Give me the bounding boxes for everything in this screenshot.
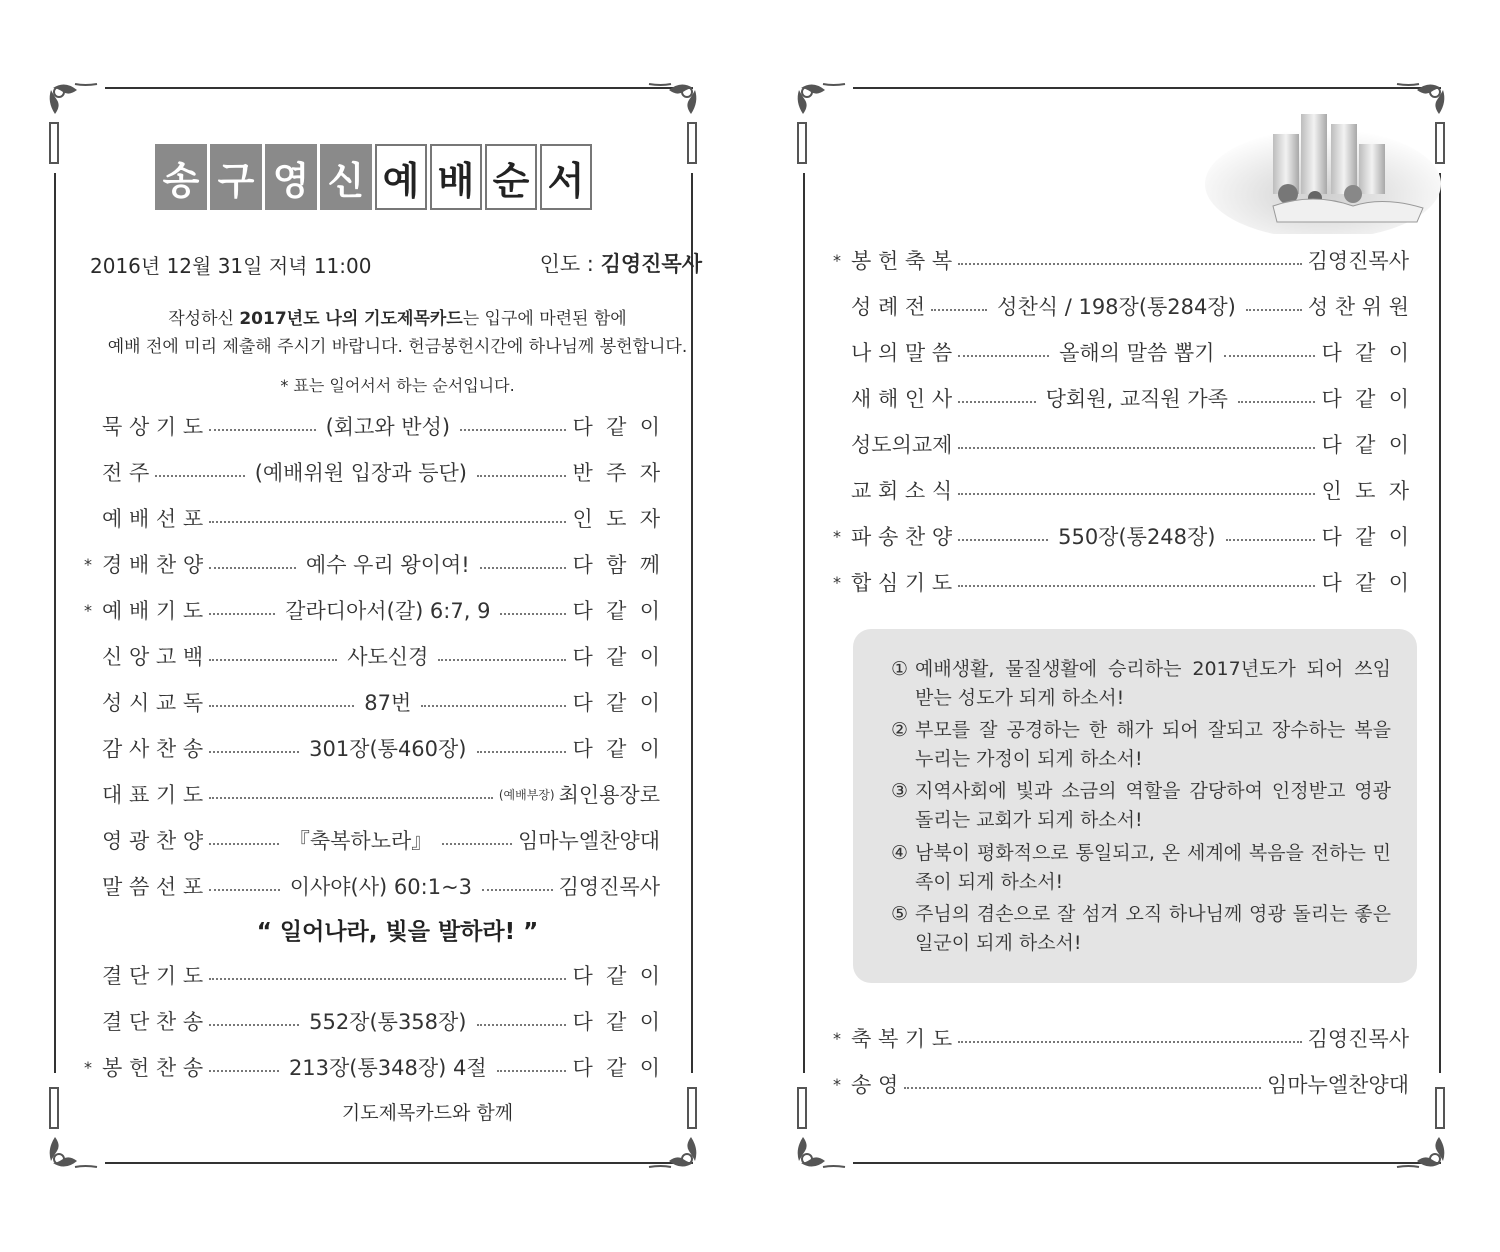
prayer-text: 남북이 평화적으로 통일되고, 온 세계에 복음을 전하는 민족이 되게 하소서!: [915, 842, 1391, 893]
frame-bottom: [105, 1162, 693, 1164]
order-item-label: 성 례 전: [851, 295, 926, 319]
order-item: [833, 522, 1409, 550]
order-item-person: 다 같 이: [572, 1056, 660, 1080]
leader-dots: [958, 355, 1049, 357]
order-item-person: 다 같 이: [1321, 571, 1409, 595]
order-item-label: 예 배 기 도: [102, 599, 204, 623]
leader-dots: [480, 567, 567, 569]
standing-marker: *: [84, 1057, 92, 1077]
order-item-detail: 성찬식 / 198장(통284장): [997, 295, 1236, 319]
standing-marker: *: [833, 572, 841, 592]
prayer-text: 예배생활, 물질생활에 승리하는 2017년도가 되어 쓰임 받는 성도가 되게 하소서!: [915, 658, 1391, 709]
order-item-label: 영 광 찬 양: [102, 829, 204, 853]
leader-dots: [477, 751, 567, 753]
order-item: [102, 642, 660, 670]
order-item-person: 다 같 이: [1321, 525, 1409, 549]
order-item: [833, 568, 1409, 596]
leader-dots: [438, 659, 566, 661]
corner-ornament-icon: [643, 1083, 701, 1173]
leader-dots: [209, 1070, 279, 1072]
order-item: [851, 430, 1409, 458]
order-item: [102, 458, 660, 486]
order-item-detail: (예배위원 입장과 등단): [254, 461, 467, 485]
title-char: 영: [265, 144, 317, 210]
leader-dots: [500, 613, 566, 615]
order-item: [851, 292, 1409, 320]
leader-dots: [209, 751, 299, 753]
order-item-label: 말 씀 선 포: [102, 875, 204, 899]
leader-dots: [209, 797, 493, 799]
corner-ornament-icon: [45, 78, 103, 168]
order-item-detail: 이사야(사) 60:1~3: [289, 875, 473, 899]
order-item-person: 김영진목사: [558, 875, 660, 899]
order-item-person: 성 찬 위 원: [1307, 295, 1409, 319]
order-item-label: 대 표 기 도: [102, 783, 204, 807]
order-item: [84, 550, 661, 578]
order-item: [102, 688, 660, 716]
order-item-person: 김영진목사: [1307, 249, 1409, 273]
order-item-person: 다 같 이: [1321, 341, 1409, 365]
leader-dots: [958, 447, 1315, 449]
leader-dots: [482, 889, 553, 891]
leader-dots: [209, 1024, 299, 1026]
notice-text: 작성하신: [168, 309, 240, 329]
leader-dots: [209, 567, 296, 569]
frame-top: [853, 87, 1441, 89]
notice-line: [45, 304, 750, 329]
order-item: [833, 1024, 1409, 1052]
standing-marker: *: [84, 600, 92, 620]
order-item-label: 새 해 인 사: [851, 387, 953, 411]
prayer-item: [891, 716, 1391, 774]
order-item-person: 임마누엘찬양대: [517, 829, 660, 853]
leader-dots: [460, 429, 566, 431]
prayer-item: [891, 839, 1391, 897]
candles-illustration: [1203, 94, 1443, 234]
leader-dots: [209, 889, 280, 891]
order-item-detail: 당회원, 교직원 가족: [1045, 387, 1228, 411]
order-item-detail: 213장(통348장) 4절: [288, 1056, 487, 1080]
order-item-person: 다 함 께: [572, 553, 661, 577]
frame-right: [1439, 173, 1441, 1073]
order-item-person: 다 같 이: [1321, 433, 1409, 457]
footnote: 기도제목카드와 함께: [341, 1102, 514, 1124]
order-item: [102, 961, 660, 989]
order-item-label: 전 주: [102, 461, 150, 485]
leader-dots: [442, 843, 512, 845]
leader-dots: [1246, 309, 1302, 311]
notice-emphasis: 2017년도 나의 기도제목카드: [239, 309, 463, 329]
leader-dots: [958, 263, 1301, 265]
leader-prefix: 인도 :: [539, 252, 601, 276]
order-item-detail: 87번: [364, 691, 412, 715]
order-item-detail: 올해의 말씀 뽑기: [1059, 341, 1215, 365]
order-item-role: (예배부장): [498, 787, 555, 802]
order-item-label: 결 단 찬 송: [102, 1010, 204, 1034]
prayer-number: ③: [891, 780, 909, 802]
order-item: [102, 412, 660, 440]
leader-dots: [1224, 355, 1315, 357]
order-item-person: 다 같 이: [572, 415, 661, 439]
leader-dots: [477, 475, 566, 477]
order-item-person: 최인용장로: [558, 783, 660, 807]
leader-dots: [155, 475, 244, 477]
order-item-person: 김영진목사: [1307, 1027, 1409, 1051]
order-item-detail: 『축복하노라』: [288, 829, 433, 853]
order-item-label: 예 배 선 포: [102, 507, 204, 531]
prayer-item: [891, 900, 1391, 958]
prayer-box: [853, 629, 1417, 983]
order-item-detail: 예수 우리 왕이여!: [305, 553, 470, 577]
prayer-number: ②: [891, 719, 909, 741]
standing-marker: *: [833, 1074, 841, 1094]
leader-dots: [1238, 401, 1315, 403]
prayer-number: ④: [891, 842, 909, 864]
order-item: [833, 1070, 1409, 1098]
order-item-person: 인 도 자: [572, 507, 660, 531]
order-item: [102, 872, 660, 900]
order-item-person: 다 같 이: [572, 645, 661, 669]
order-item-detail: (회고와 반성): [325, 415, 451, 439]
order-item-label: 경 배 찬 양: [102, 553, 204, 577]
leader-dots: [1226, 539, 1316, 541]
order-item: [84, 1053, 660, 1081]
left-page: [45, 78, 750, 1173]
leader-dots: [477, 1024, 567, 1026]
prayer-text: 지역사회에 빛과 소금의 역할을 감당하여 인정받고 영광 돌리는 교회가 되게 하소서!: [915, 780, 1391, 831]
order-item-label: 성 시 교 독: [102, 691, 204, 715]
service-leader: [540, 248, 702, 278]
order-item-label: 송 영: [851, 1073, 899, 1097]
standing-marker: *: [84, 554, 92, 574]
order-item: [851, 338, 1409, 366]
order-item-label: 교 회 소 식: [851, 479, 953, 503]
order-item-person: 인 도 자: [1321, 479, 1409, 503]
order-item-label: 봉 헌 축 복: [851, 249, 953, 273]
order-item-person: 다 같 이: [572, 1010, 660, 1034]
title-char: 배: [430, 144, 482, 210]
leader-dots: [931, 309, 987, 311]
corner-ornament-icon: [793, 78, 851, 168]
service-date: 2016년 12월 31일 저녁 11:00: [90, 254, 372, 278]
leader-dots: [421, 705, 566, 707]
order-item-label: 파 송 찬 양: [851, 525, 953, 549]
order-item-detail: 갈라디아서(갈) 6:7, 9: [285, 599, 491, 623]
prayer-text: 주님의 겸손으로 잘 섬겨 오직 하나님께 영광 돌리는 좋은 일군이 되게 하소서!: [915, 903, 1391, 954]
leader-dots: [209, 843, 279, 845]
order-item-label: 묵 상 기 도: [102, 415, 204, 439]
corner-ornament-icon: [45, 1083, 103, 1173]
order-item-person: 다 같 이: [572, 964, 660, 988]
prayer-item: [891, 777, 1391, 835]
leader-dots: [958, 539, 1048, 541]
leader-dots: [958, 585, 1315, 587]
corner-ornament-icon: [793, 1083, 851, 1173]
prayer-text: 부모를 잘 공경하는 한 해가 되어 잘되고 장수하는 복을 누리는 가정이 되게 하소서!: [915, 719, 1391, 770]
notice-text: 는 입구에 마련된 함에: [462, 309, 627, 329]
prayer-number: ①: [891, 658, 909, 680]
order-item-label: 봉 헌 찬 송: [102, 1056, 204, 1080]
order-item: [84, 596, 660, 624]
order-item-person: 다 같 이: [1321, 387, 1409, 411]
order-item-detail: 사도신경: [347, 645, 429, 669]
order-item-label: 합 심 기 도: [851, 571, 953, 595]
frame-bottom: [853, 1162, 1441, 1164]
standing-marker: *: [833, 526, 841, 546]
title-char: 신: [320, 144, 372, 210]
standing-marker: *: [833, 1028, 841, 1048]
order-item: [833, 246, 1409, 274]
order-item-person: 다 같 이: [572, 691, 660, 715]
frame-top: [105, 87, 693, 89]
leader-dots: [958, 1041, 1301, 1043]
order-item: [851, 476, 1409, 504]
order-item-label: 나 의 말 씀: [851, 341, 953, 365]
leader-dots: [209, 521, 566, 523]
standing-marker: *: [833, 250, 841, 270]
prayer-number: ⑤: [891, 903, 909, 925]
order-item-detail: 301장(통460장): [309, 737, 467, 761]
order-item: [102, 826, 660, 854]
title-char: 서: [540, 144, 592, 210]
title-char: 순: [485, 144, 537, 210]
corner-ornament-icon: [643, 78, 701, 168]
order-item: [851, 384, 1409, 412]
page-title: [155, 144, 592, 210]
leader-name: 김영진목사: [600, 252, 702, 276]
order-item-label: 축 복 기 도: [851, 1027, 953, 1051]
order-item-label: 감 사 찬 송: [102, 737, 204, 761]
leader-dots: [958, 493, 1315, 495]
leader-dots: [958, 401, 1035, 403]
title-char: 예: [375, 144, 427, 210]
order-item-person: 다 같 이: [572, 737, 660, 761]
leader-dots: [209, 429, 315, 431]
order-item: [102, 780, 660, 808]
right-page: [793, 78, 1498, 1173]
order-item-detail: 552장(통358장): [309, 1010, 467, 1034]
notice-line: * 표는 일어서서 하는 순서입니다.: [280, 376, 515, 395]
leader-dots: [209, 659, 337, 661]
title-char: 구: [210, 144, 262, 210]
order-item-person: 임마누엘찬양대: [1266, 1073, 1409, 1097]
order-item-label: 결 단 기 도: [102, 964, 204, 988]
order-item-label: 성도의교제: [851, 433, 953, 457]
leader-dots: [904, 1087, 1261, 1089]
sermon-title: “ 일어나라, 빛을 발하라! ”: [256, 919, 539, 945]
title-char: 송: [155, 144, 207, 210]
order-item: [102, 1007, 660, 1035]
order-item-label: 신 앙 고 백: [102, 645, 204, 669]
notice-line: 예배 전에 미리 제출해 주시기 바랍니다. 헌금봉헌시간에 하나님께 봉헌합니다.: [107, 337, 688, 357]
prayer-item: [891, 655, 1391, 713]
leader-dots: [209, 705, 354, 707]
order-item-person: 다 같 이: [572, 599, 660, 623]
leader-dots: [497, 1070, 567, 1072]
leader-dots: [209, 613, 275, 615]
order-item: [102, 734, 660, 762]
order-item: [102, 504, 660, 532]
leader-dots: [209, 978, 566, 980]
order-item-person: 반 주 자: [572, 461, 660, 485]
frame-left: [803, 173, 805, 1073]
order-item-detail: 550장(통248장): [1058, 525, 1216, 549]
